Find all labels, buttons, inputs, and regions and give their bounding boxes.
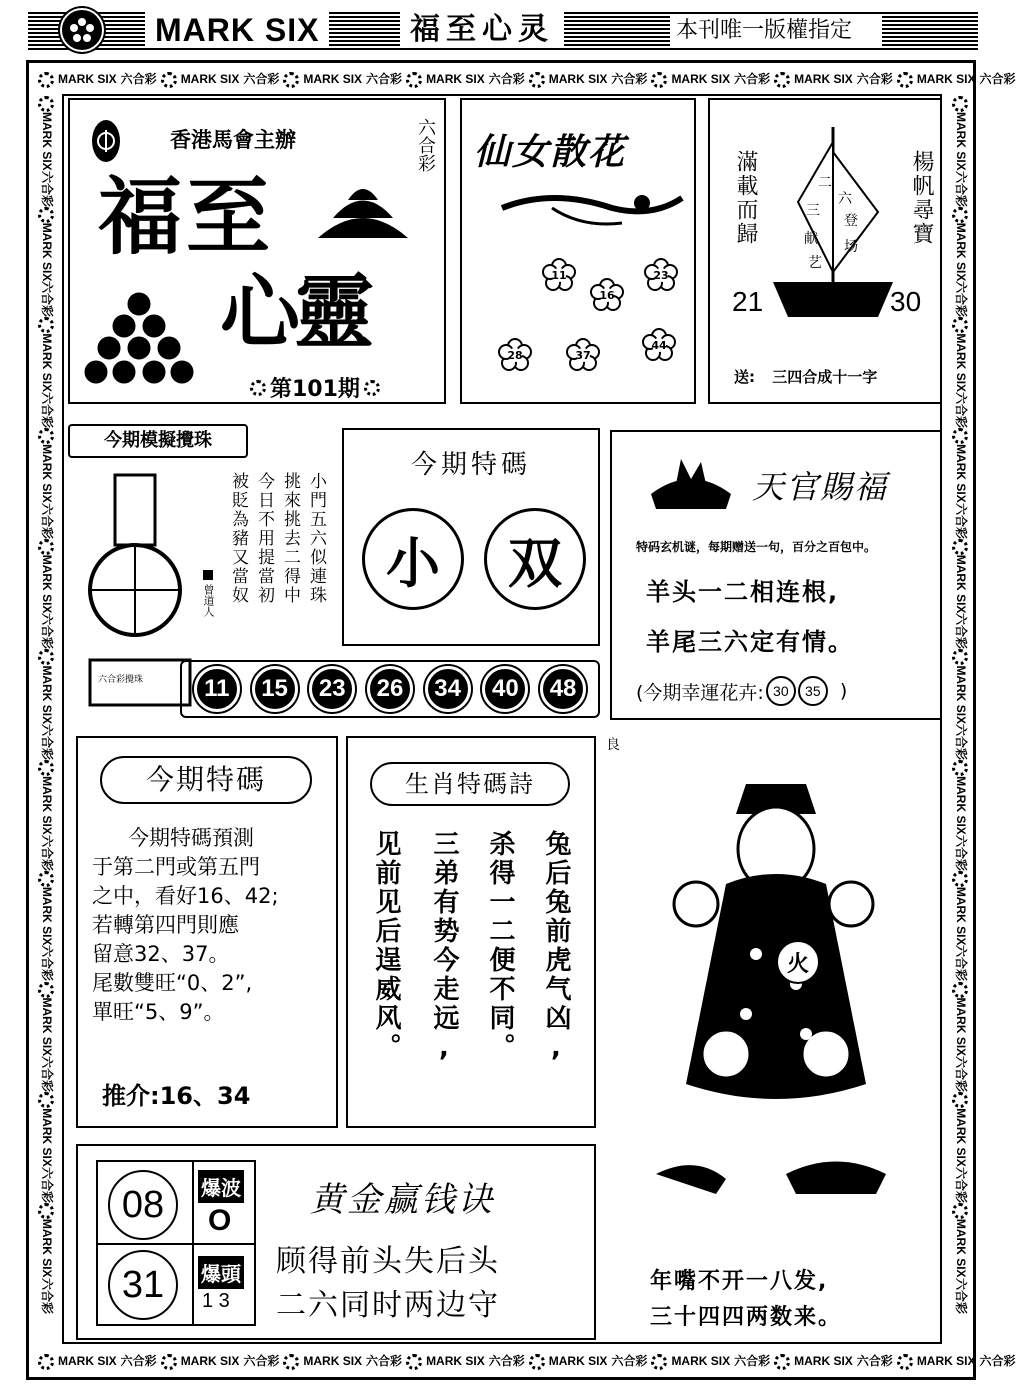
gold-line-1: 顾得前头失后头 xyxy=(276,1244,500,1279)
flower-icon xyxy=(897,1354,913,1370)
flower-icon xyxy=(406,1354,422,1370)
poem-title: 生肖特碼詩 xyxy=(370,762,570,806)
big-title-top: 福至 xyxy=(98,168,275,266)
border-text-en: MARK SIX xyxy=(58,72,117,86)
border-strip-right xyxy=(948,96,972,1346)
god-badge: 火 xyxy=(776,940,820,984)
draw-ball: 48 xyxy=(540,666,586,712)
border-text-cn: 六合彩 xyxy=(953,392,968,429)
fairy-flower xyxy=(542,258,576,292)
flower-icon xyxy=(38,1092,54,1108)
forecast-title: 今期特碼 xyxy=(100,756,312,804)
header-title: 福至心灵 xyxy=(400,12,564,48)
flower-icon xyxy=(952,649,968,665)
border-text-en: MARK SIX xyxy=(794,72,853,86)
flower-icon xyxy=(952,96,968,112)
big-title-bottom: 心靈 xyxy=(220,266,368,359)
panel-ship xyxy=(708,98,942,404)
god-caption: 良 xyxy=(606,737,620,753)
gold-num-1: 08 xyxy=(108,1170,178,1240)
border-text-en: MARK SIX xyxy=(39,665,54,725)
lucky-end: ) xyxy=(839,680,848,702)
draw-col-3: 今日不用提當初 xyxy=(254,472,274,605)
ingot-icon xyxy=(308,178,418,258)
border-text-cn: 六合彩 xyxy=(953,724,968,761)
forecast-recommend: 推介:16、34 xyxy=(102,1082,251,1110)
blessing-line-1: 羊头一二相连根, xyxy=(646,578,840,606)
fairy-flower xyxy=(566,338,600,372)
draw-title: 今期模擬攪珠 xyxy=(68,424,248,458)
border-text-cn: 六合彩 xyxy=(39,392,54,429)
border-text-en: MARK SIX xyxy=(58,1354,117,1368)
border-text-en: MARK SIX xyxy=(916,72,976,86)
border-text-en: MARK SIX xyxy=(426,1354,485,1368)
border-text-cn: 六合彩 xyxy=(39,1166,54,1203)
border-text-en: MARK SIX xyxy=(39,444,54,503)
sail-char: 艺 xyxy=(808,255,822,271)
lucky-num: 35 xyxy=(798,676,828,706)
fairy-flower-num: 37 xyxy=(575,348,591,362)
border-text-cn: 六合彩 xyxy=(953,613,968,650)
panel-poem xyxy=(346,736,596,1128)
border-text-en: MARK SIX xyxy=(953,776,968,835)
ship-footer-text: 三四合成十一字 xyxy=(772,368,878,386)
draw-ball-row xyxy=(180,660,600,718)
border-text-en: MARK SIX xyxy=(953,554,968,614)
border-strip-top xyxy=(34,68,1016,90)
border-text-cn: 六合彩 xyxy=(953,1056,968,1093)
draw-col-4: 被貶為豬又當奴 xyxy=(228,472,248,605)
draw-ball: 40 xyxy=(482,666,528,712)
flower-icon xyxy=(38,428,54,444)
sail-char: 六 xyxy=(838,191,852,207)
fairy-flower xyxy=(498,338,532,372)
forecast-line: 于第二門或第五門 xyxy=(92,855,260,879)
border-text-cn: 六合彩 xyxy=(488,1354,525,1368)
gold-vdivider xyxy=(192,1162,194,1324)
border-text-en: MARK SIX xyxy=(953,1218,968,1278)
border-text-en: MARK SIX xyxy=(303,1354,363,1368)
flower-icon xyxy=(38,982,54,998)
hkjc-logo-icon xyxy=(92,120,120,162)
flower-icon xyxy=(406,72,422,88)
border-text-en: MARK SIX xyxy=(39,112,54,171)
flower-icon xyxy=(38,871,54,887)
border-text-en: MARK SIX xyxy=(953,112,968,171)
border-text-en: MARK SIX xyxy=(39,1218,54,1278)
gold-num-2: 31 xyxy=(108,1250,178,1320)
fairy-flower xyxy=(642,328,676,362)
lucky-row xyxy=(636,676,847,706)
ship-footer xyxy=(734,366,877,387)
machine-label: 六合彩攪珠 xyxy=(98,675,144,685)
blessing-desc: 特码玄机谜，每期赠送一句，百分之百包中。 xyxy=(636,540,877,554)
fairy-flower xyxy=(644,258,678,292)
border-text-cn: 六合彩 xyxy=(953,834,968,871)
gold-mark: O xyxy=(208,1204,232,1237)
border-text-en: MARK SIX xyxy=(953,997,968,1057)
flower-icon xyxy=(38,317,54,333)
draw-col-1: 小門五六似連珠 xyxy=(306,472,326,605)
border-text-en: MARK SIX xyxy=(671,72,731,86)
border-text-en: MARK SIX xyxy=(180,72,240,86)
flower-icon xyxy=(38,72,54,88)
draw-ball: 15 xyxy=(252,666,298,712)
border-text-en: MARK SIX xyxy=(39,554,54,614)
fairy-title: 仙女散花 xyxy=(474,131,627,173)
flower-icon xyxy=(38,207,54,223)
border-text-cn: 六合彩 xyxy=(734,72,771,86)
flower-icon xyxy=(952,428,968,444)
flower-icon xyxy=(952,760,968,776)
blessing-line-2: 羊尾三六定有情。 xyxy=(646,628,854,656)
border-strip-bottom xyxy=(34,1350,1016,1372)
issue-label xyxy=(246,372,384,403)
panel-fairy xyxy=(460,98,696,404)
flower-icon xyxy=(283,1354,299,1370)
lottery-label: 六合彩 xyxy=(415,118,436,172)
lottery-balls-pile xyxy=(84,286,194,396)
flower-icon xyxy=(952,871,968,887)
border-text-cn: 六合彩 xyxy=(953,170,968,207)
border-text-cn: 六合彩 xyxy=(611,1354,648,1368)
side-label-text: 曾道人 xyxy=(202,584,215,617)
border-text-cn: 六合彩 xyxy=(856,1354,893,1368)
border-text-en: MARK SIX xyxy=(953,333,968,393)
sail-char: 场 xyxy=(844,239,858,255)
flower-icon xyxy=(529,1354,545,1370)
forecast-line: 尾數雙旺“0、2”, xyxy=(92,971,253,995)
border-text-en: MARK SIX xyxy=(548,72,608,86)
poem-col-4: 见前见后逞威风。 xyxy=(371,830,401,1062)
flower-icon xyxy=(897,72,913,88)
sail-char: 三 xyxy=(806,203,820,219)
panel-god xyxy=(606,734,942,1340)
border-text-en: MARK SIX xyxy=(953,444,968,503)
panel-forecast xyxy=(76,736,338,1128)
flower-icon xyxy=(38,649,54,665)
flower-icon xyxy=(38,96,54,112)
ship-footer-label: 送: xyxy=(734,368,755,386)
flower-icon xyxy=(161,1354,177,1370)
fairy-flower-num: 28 xyxy=(507,348,523,362)
flower-icon xyxy=(774,72,790,88)
border-text-cn: 六合彩 xyxy=(856,72,893,86)
border-text-en: MARK SIX xyxy=(39,222,54,282)
header-logo-icon xyxy=(60,8,104,52)
flower-icon xyxy=(38,760,54,776)
fairy-flower-num: 11 xyxy=(551,268,567,282)
ship-right-text: 楊帆尋寶 xyxy=(909,150,934,246)
sail-char: 登 xyxy=(844,213,858,229)
border-text-en: MARK SIX xyxy=(303,72,363,86)
panel-special xyxy=(342,428,600,646)
sail-char: 二 xyxy=(818,175,832,191)
border-text-cn: 六合彩 xyxy=(39,281,54,318)
god-poem-line-1: 年嘴不开一八发, xyxy=(650,1269,829,1294)
border-text-cn: 六合彩 xyxy=(39,724,54,761)
flower-icon xyxy=(529,72,545,88)
poem-col-3: 三弟有势今走远, xyxy=(429,830,459,1066)
border-text-cn: 六合彩 xyxy=(39,1056,54,1093)
border-text-cn: 六合彩 xyxy=(953,502,968,539)
border-text-cn: 六合彩 xyxy=(39,945,54,982)
border-text-en: MARK SIX xyxy=(39,997,54,1057)
border-text-cn: 六合彩 xyxy=(243,72,280,86)
forecast-lines xyxy=(92,824,332,1027)
border-text-en: MARK SIX xyxy=(953,1108,968,1167)
gold-label-2: 爆頭 xyxy=(198,1256,244,1289)
flower-icon xyxy=(38,1354,54,1370)
special-pick-2: 双 xyxy=(484,508,586,610)
ship-num-left: 21 xyxy=(732,286,764,317)
forecast-line: 若轉第四門則應 xyxy=(92,913,239,937)
border-text-en: MARK SIX xyxy=(180,1354,240,1368)
flower-icon xyxy=(952,539,968,555)
god-poem-line-2: 三十四四两数来。 xyxy=(650,1305,843,1330)
blessing-title: 天官賜福 xyxy=(752,468,889,506)
border-text-en: MARK SIX xyxy=(794,1354,853,1368)
sail-char: 献 xyxy=(804,231,818,247)
border-text-cn: 六合彩 xyxy=(120,1354,157,1368)
ship-icon xyxy=(768,122,898,322)
gold-divider xyxy=(98,1243,254,1245)
fairy-flower-num: 44 xyxy=(651,338,667,352)
lucky-num: 30 xyxy=(766,676,796,706)
flower-icon xyxy=(651,72,667,88)
god-illustration-icon xyxy=(636,754,916,1224)
poem-col-1: 兔后兔前虎气凶, xyxy=(541,830,571,1066)
flower-icon xyxy=(651,1354,667,1370)
fairy-flower-num: 16 xyxy=(599,288,615,302)
flower-icon xyxy=(283,72,299,88)
flower-icon xyxy=(952,982,968,998)
fairy-figure-icon xyxy=(492,178,692,238)
border-strip-left xyxy=(34,96,58,1346)
panel-gold xyxy=(76,1144,596,1340)
border-text-en: MARK SIX xyxy=(39,886,54,946)
flower-icon xyxy=(952,1203,968,1219)
panel-blessing xyxy=(610,430,942,720)
special-pick-1: 小 xyxy=(362,508,464,610)
border-text-cn: 六合彩 xyxy=(366,72,403,86)
draw-ball: 11 xyxy=(194,666,240,712)
border-text-cn: 六合彩 xyxy=(488,72,525,86)
border-text-cn: 六合彩 xyxy=(953,1166,968,1203)
ship-left-text: 滿載而歸 xyxy=(733,150,758,246)
border-text-cn: 六合彩 xyxy=(39,613,54,650)
border-text-cn: 六合彩 xyxy=(39,834,54,871)
border-text-en: MARK SIX xyxy=(39,776,54,835)
border-text-en: MARK SIX xyxy=(39,333,54,393)
border-text-cn: 六合彩 xyxy=(39,502,54,539)
draw-ball: 23 xyxy=(309,666,355,712)
header-brand: MARK SIX xyxy=(145,12,329,48)
ship-num-right: 30 xyxy=(890,286,922,317)
organizer-text: 香港馬會主辦 xyxy=(170,128,296,152)
flower-icon xyxy=(774,1354,790,1370)
flower-icon xyxy=(952,317,968,333)
flower-icon xyxy=(38,539,54,555)
border-text-en: MARK SIX xyxy=(671,1354,731,1368)
border-text-cn: 六合彩 xyxy=(953,281,968,318)
flower-icon xyxy=(952,1092,968,1108)
border-text-cn: 六合彩 xyxy=(979,1354,1016,1368)
gold-digits: 1 3 xyxy=(202,1290,230,1312)
fairy-flower xyxy=(590,278,624,312)
flower-icon xyxy=(38,1203,54,1219)
border-text-cn: 六合彩 xyxy=(979,72,1016,86)
border-text-en: MARK SIX xyxy=(426,72,485,86)
forecast-line: 留意32、37。 xyxy=(92,942,230,966)
border-text-en: MARK SIX xyxy=(953,886,968,946)
border-text-en: MARK SIX xyxy=(548,1354,608,1368)
issue-text: 第101期 xyxy=(270,377,360,402)
special-title: 今期特碼 xyxy=(410,450,531,480)
panel-logo xyxy=(68,98,446,404)
lucky-label: (今期幸運花卉: xyxy=(636,681,764,704)
border-text-en: MARK SIX xyxy=(953,665,968,725)
border-text-cn: 六合彩 xyxy=(734,1354,771,1368)
gold-title: 黄金赢钱诀 xyxy=(310,1180,495,1220)
fairy-flower-num: 23 xyxy=(653,268,669,282)
border-text-cn: 六合彩 xyxy=(120,72,157,86)
poem-col-2: 杀得一二便不同。 xyxy=(485,830,515,1062)
flower-icon xyxy=(250,380,266,396)
gold-label-1: 爆波 xyxy=(198,1170,244,1203)
border-text-en: MARK SIX xyxy=(916,1354,976,1368)
forecast-line: 單旺“5、9”。 xyxy=(92,1000,225,1024)
draw-col-2: 挑來挑去二得中 xyxy=(280,472,300,605)
border-text-cn: 六合彩 xyxy=(953,1277,968,1314)
draw-ball: 26 xyxy=(367,666,413,712)
flower-icon xyxy=(364,380,380,396)
border-text-cn: 六合彩 xyxy=(39,170,54,207)
border-text-en: MARK SIX xyxy=(39,1108,54,1167)
draw-ball: 34 xyxy=(425,666,471,712)
border-text-cn: 六合彩 xyxy=(39,1277,54,1314)
gold-line-2: 二六同时两边守 xyxy=(276,1288,500,1323)
border-text-cn: 六合彩 xyxy=(611,72,648,86)
border-text-cn: 六合彩 xyxy=(953,945,968,982)
forecast-line: 之中，看好16、42; xyxy=(92,884,279,908)
flower-icon xyxy=(161,72,177,88)
side-marker-icon xyxy=(203,570,213,580)
flower-icon xyxy=(952,207,968,223)
side-label xyxy=(200,570,216,617)
border-text-cn: 六合彩 xyxy=(366,1354,403,1368)
border-text-cn: 六合彩 xyxy=(243,1354,280,1368)
forecast-line: 今期特碼預測 xyxy=(128,826,254,850)
header-notice: 本刊唯一版權指定 xyxy=(670,16,882,46)
blessing-ingot-icon xyxy=(646,454,736,514)
border-text-en: MARK SIX xyxy=(953,222,968,282)
gold-num-box xyxy=(96,1160,256,1326)
